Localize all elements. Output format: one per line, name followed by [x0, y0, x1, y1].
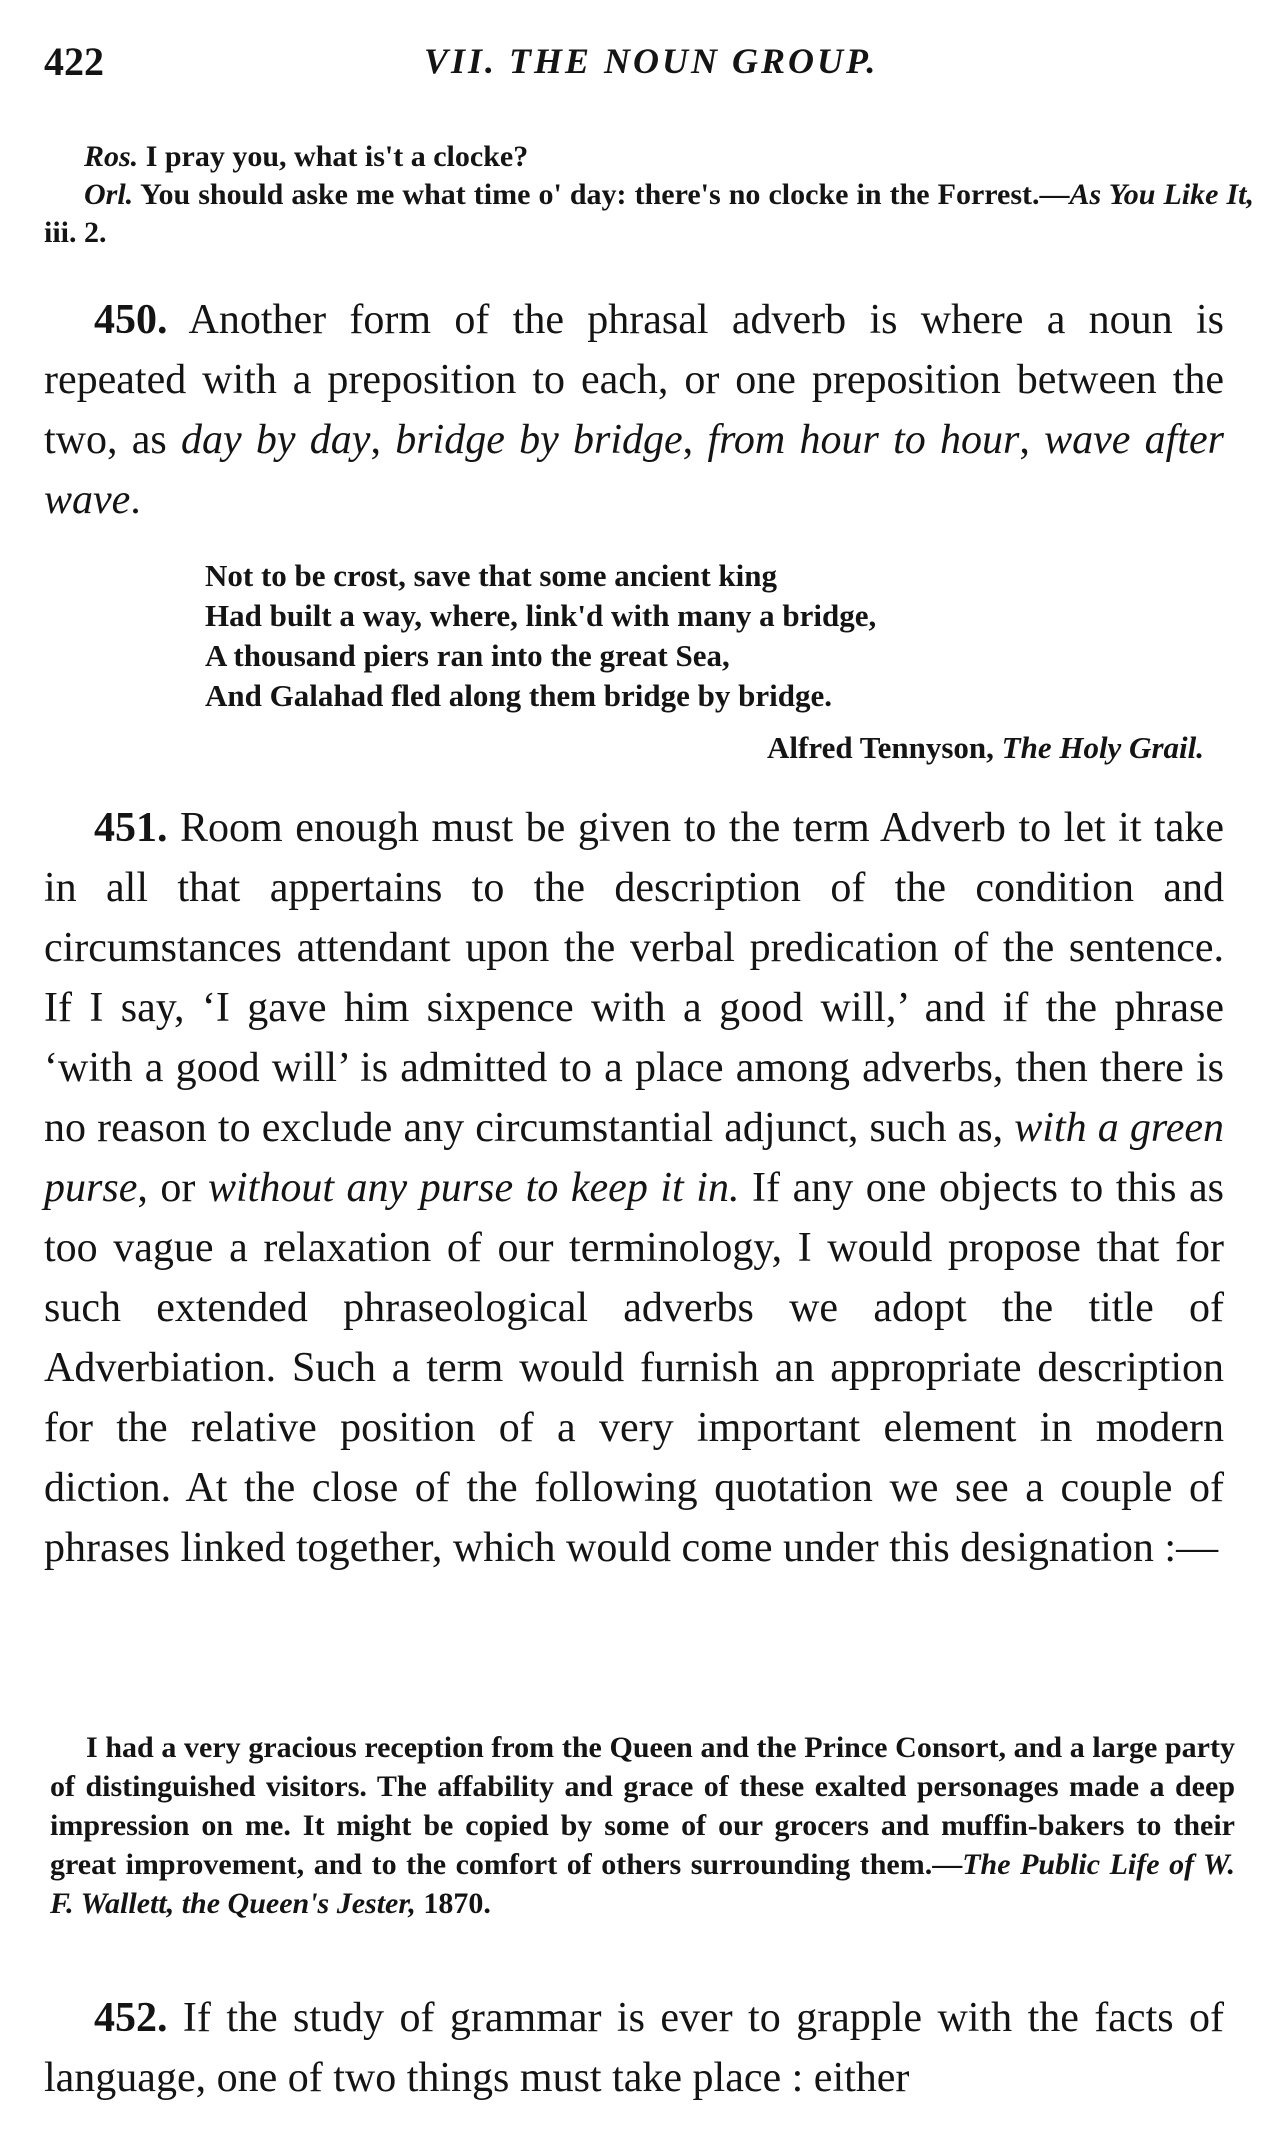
quote-source: The Public Life of W. F. Wallett, the Queen's Jester,: [50, 1848, 1235, 1920]
text-451-a: Room enough must be given to the term Adverb to let it take in all that appertains to the description of the condition and circumstances attendant upon the verbal predication of the sentence. If I say, ‘I gave him sixpence with a good will,’ and if the phrase ‘with a good will’ is admitted to a place among adverbs, then there is no reason to exclude any circumstantial adjunct, such as,: [44, 805, 1224, 1151]
text-451-b: , or: [137, 1165, 208, 1211]
italic-phrase-1: with a green purse: [44, 1105, 1224, 1211]
quote-paragraph: [50, 1728, 1235, 1923]
quote-text: I had a very gracious reception from the Queen and the Prince Consort, and a large party of distinguished visitors. The affability and grace of these exalted personages made a deep impression on me. It might be copied by some of our grocers and muffin-bakers to their great improvement, and to the comfort of others surrounding them.—: [50, 1731, 1235, 1881]
paragraph-452: [44, 1988, 1224, 2108]
quote-year: 1870.: [415, 1887, 491, 1920]
example-4: wave after wave: [44, 417, 1225, 523]
separator: ,: [370, 417, 396, 463]
separator: ,: [1019, 417, 1045, 463]
section-452: [44, 1988, 1224, 2108]
block-quote: [50, 1728, 1235, 1923]
dialogue-quote: [44, 138, 1254, 252]
dialogue-source: As You Like It,: [1069, 178, 1254, 211]
section-number-451: 451.: [94, 805, 168, 851]
italic-phrase-2: without any purse to keep it in.: [207, 1165, 740, 1211]
text-452: If the study of grammar is ever to grapple with the facts of language, one of two things must take place : either: [44, 1995, 1224, 2101]
separator: ,: [682, 417, 708, 463]
poem-work: The Holy Grail.: [1001, 730, 1204, 765]
poem-quote: [205, 556, 1205, 716]
dialogue-text-2: You should aske me what time o' day: there's no clocke in the Forrest.—: [133, 178, 1070, 211]
poem-author: Alfred Tennyson,: [767, 730, 1002, 765]
speaker-orl: Orl.: [84, 178, 134, 211]
text-450: Another form of the phrasal adverb is where a noun is repeated with a preposition to each, or one preposition between the two, as: [44, 297, 1224, 463]
dialogue-line-1: [44, 138, 1254, 176]
poem-line: Not to be crost, save that some ancient king: [205, 558, 778, 593]
speaker-ros: Ros.: [84, 140, 139, 173]
page-number: 422: [44, 39, 104, 84]
terminal-punctuation: .: [130, 477, 141, 523]
section-number-450: 450.: [94, 297, 168, 343]
running-title: VII. THE NOUN GROUP.: [424, 41, 879, 81]
paragraph-450: [44, 290, 1224, 530]
poem-line: A thousand piers ran into the great Sea,: [205, 638, 730, 673]
dialogue-ref: iii. 2.: [44, 216, 107, 249]
dialogue-line-2: [44, 176, 1254, 252]
poem-line: Had built a way, where, link'd with many a bridge,: [205, 598, 877, 633]
section-number-452: 452.: [94, 1995, 168, 2041]
poem-attribution: [767, 730, 1204, 766]
section-450: [44, 290, 1224, 530]
example-1: day by day: [181, 417, 371, 463]
example-3: from hour to hour: [707, 417, 1020, 463]
example-2: bridge by bridge: [395, 417, 683, 463]
text-451-c: If any one objects to this as too vague a relaxation of our terminology, I would propose that for such extended phraseological adverbs we adopt the title of Adverbiation. Such a term would furnish an appropriate description for the relative position of a very important element in modern diction. At the close of the following quotation we see a couple of phrases linked together, which would come under this designation :—: [44, 1165, 1224, 1571]
dialogue-text-1: I pray you, what is't a clocke?: [138, 140, 529, 173]
section-451: [44, 798, 1224, 1578]
page-header: [44, 38, 1224, 88]
poem-line: And Galahad fled along them bridge by bridge.: [205, 678, 832, 713]
paragraph-451: [44, 798, 1224, 1578]
